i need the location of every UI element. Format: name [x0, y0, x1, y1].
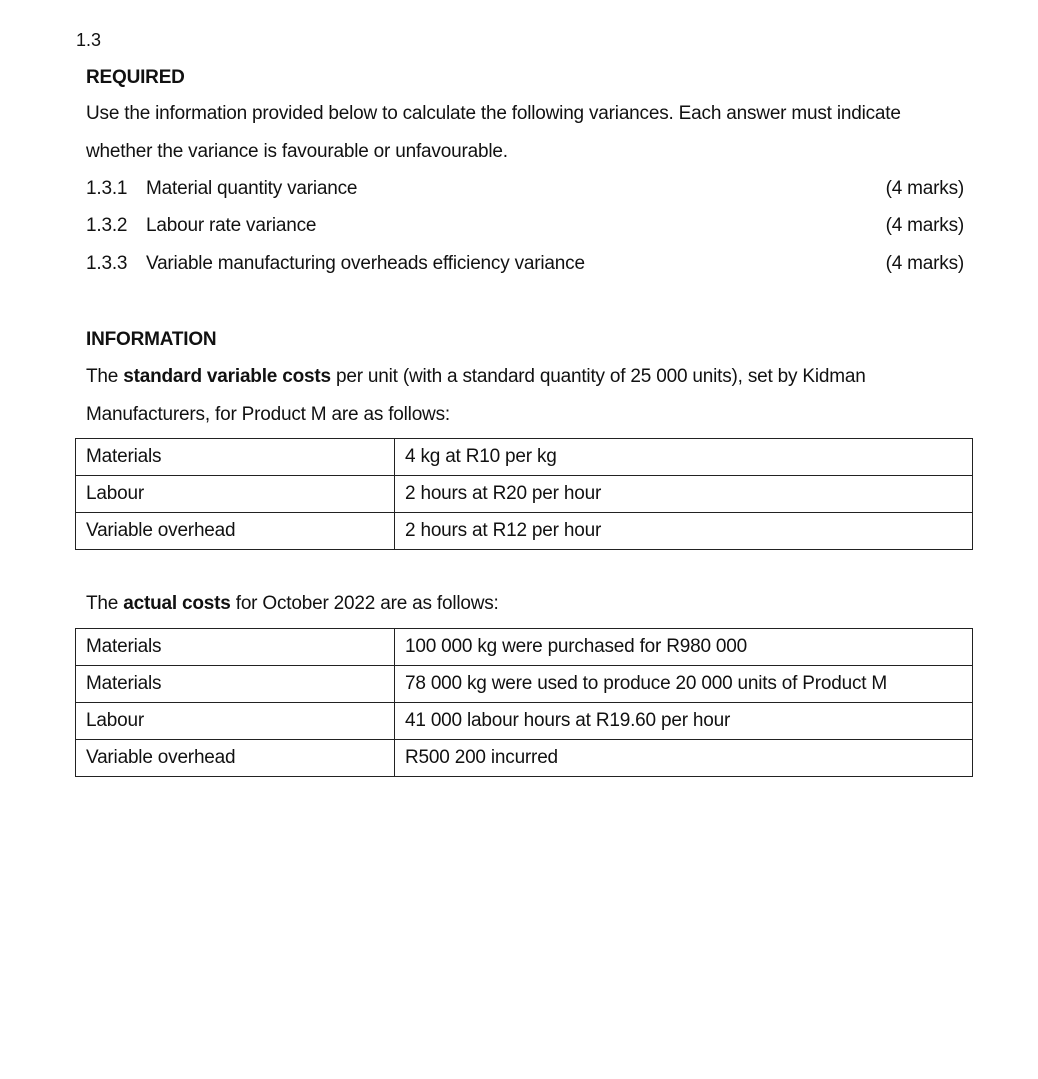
question-number: 1.3	[76, 30, 102, 50]
required-instruction: Use the information provided below to calculate the following variances. Each answer must indicate whether the variance is favourable or unfavourable.	[86, 103, 901, 162]
table-row	[76, 476, 973, 513]
table-row	[76, 666, 973, 703]
table-cell: Variable overhead	[76, 740, 395, 777]
required-list	[86, 170, 964, 283]
actual-intro-bold: actual costs	[123, 593, 231, 614]
required-item-number: 1.3.3	[86, 252, 128, 274]
table-cell: 41 000 labour hours at R19.60 per hour	[395, 703, 973, 740]
standard-costs-intro	[86, 358, 966, 434]
table-row	[76, 439, 973, 476]
required-item	[86, 170, 964, 208]
required-item-marks: (4 marks)	[885, 215, 964, 237]
table-cell: Materials	[76, 629, 395, 666]
standard-costs-table	[75, 438, 973, 550]
actual-intro-suffix: for October 2022 are as follows:	[230, 593, 499, 614]
table-cell: Labour	[76, 476, 395, 513]
table-cell: 2 hours at R20 per hour	[395, 476, 973, 513]
required-item-marks: (4 marks)	[885, 177, 964, 199]
table-cell: Variable overhead	[76, 513, 395, 550]
required-item	[86, 245, 964, 283]
table-cell: Materials	[76, 666, 395, 703]
table-row	[76, 740, 973, 777]
table-cell: R500 200 incurred	[395, 740, 973, 777]
required-item-number: 1.3.2	[86, 215, 128, 237]
required-item-text: Labour rate variance	[146, 215, 317, 237]
required-heading: REQUIRED	[86, 67, 185, 88]
required-item-marks: (4 marks)	[885, 252, 964, 274]
table-cell: 4 kg at R10 per kg	[395, 439, 973, 476]
actual-costs-table	[75, 628, 973, 777]
required-item-text: Variable manufacturing overheads efficiency variance	[146, 252, 585, 274]
required-item-text: Material quantity variance	[146, 177, 358, 199]
standard-intro-bold: standard variable costs	[123, 366, 331, 387]
table-cell: 100 000 kg were purchased for R980 000	[395, 629, 973, 666]
required-item	[86, 208, 964, 246]
required-item-number: 1.3.1	[86, 177, 128, 199]
actual-costs-intro	[86, 585, 966, 623]
table-row	[76, 629, 973, 666]
standard-intro-suffix: per unit (with a standard quantity of 25 000 units), set by Kidman Manufacturers, for Product M are as follows:	[86, 366, 866, 425]
actual-intro-prefix: The	[86, 593, 124, 614]
table-cell: Labour	[76, 703, 395, 740]
information-heading: INFORMATION	[86, 329, 217, 350]
table-cell: Materials	[76, 439, 395, 476]
table-cell: 78 000 kg were used to produce 20 000 units of Product M	[395, 666, 973, 703]
table-row	[76, 703, 973, 740]
table-cell: 2 hours at R12 per hour	[395, 513, 973, 550]
table-row	[76, 513, 973, 550]
standard-intro-prefix: The	[86, 366, 124, 387]
